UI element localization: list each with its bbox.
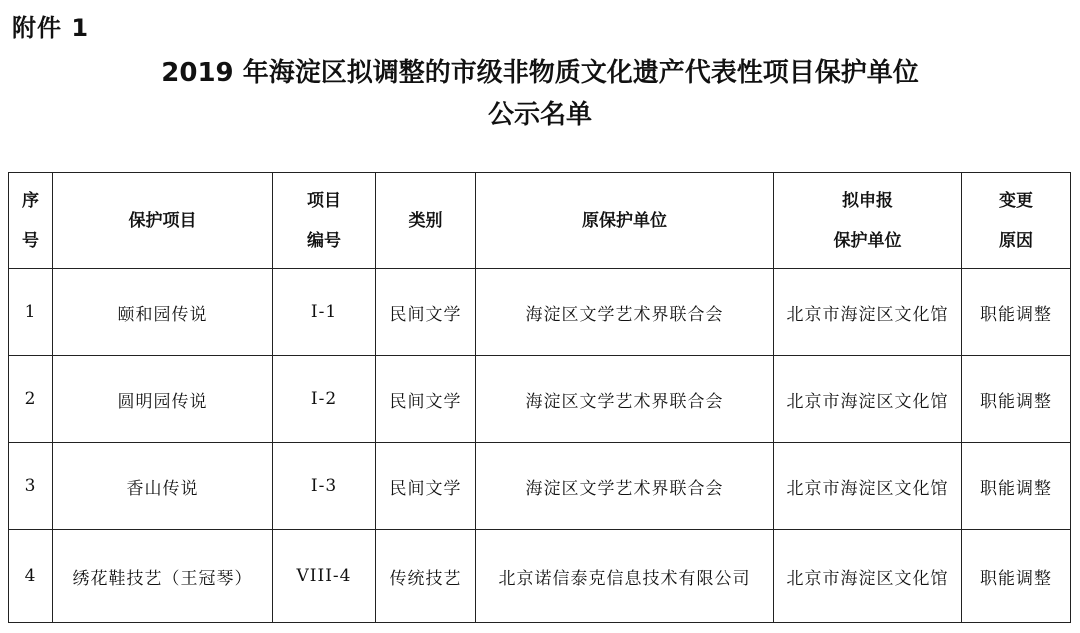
header-proposed-unit-line1: 拟申报: [842, 190, 893, 211]
cell-proposed-unit: 北京市海淀区文化馆: [774, 356, 962, 443]
table-row: [9, 530, 1071, 623]
table-row: [9, 269, 1071, 356]
cell-index: 4: [9, 530, 53, 623]
table-row: [9, 356, 1071, 443]
cell-code: Ⅰ-3: [273, 443, 376, 530]
cell-project: 香山传说: [53, 443, 273, 530]
cell-proposed-unit: 北京市海淀区文化馆: [774, 269, 962, 356]
header-proposed-unit: [774, 173, 962, 269]
cell-reason: 职能调整: [962, 443, 1071, 530]
document-subtitle: 公示名单: [487, 100, 592, 130]
header-index-line1: 序: [22, 190, 39, 211]
cell-index: 2: [9, 356, 53, 443]
header-code: [273, 173, 376, 269]
header-code-line2: 编号: [307, 230, 341, 251]
cell-index: 1: [9, 269, 53, 356]
cell-category: 传统技艺: [376, 530, 476, 623]
header-original-unit: 原保护单位: [476, 173, 774, 269]
table-header-row: [9, 173, 1071, 269]
cell-project: 圆明园传说: [53, 356, 273, 443]
cell-code: Ⅰ-1: [273, 269, 376, 356]
header-project: 保护项目: [53, 173, 273, 269]
cell-proposed-unit: 北京市海淀区文化馆: [774, 530, 962, 623]
attachment-label: 附件 1: [12, 14, 90, 42]
cell-original-unit: 海淀区文学艺术界联合会: [476, 443, 774, 530]
cell-code: VIII-4: [273, 530, 376, 623]
cell-original-unit: 北京诺信泰克信息技术有限公司: [476, 530, 774, 623]
header-index-line2: 号: [22, 230, 39, 251]
cell-reason: 职能调整: [962, 269, 1071, 356]
cell-category: 民间文学: [376, 356, 476, 443]
header-reason-line2: 原因: [999, 230, 1033, 251]
header-index: [9, 173, 53, 269]
header-reason-line1: 变更: [999, 190, 1033, 211]
protection-unit-table: [8, 172, 1071, 623]
header-reason: [962, 173, 1071, 269]
cell-code: Ⅰ-2: [273, 356, 376, 443]
cell-proposed-unit: 北京市海淀区文化馆: [774, 443, 962, 530]
header-category: 类别: [376, 173, 476, 269]
cell-category: 民间文学: [376, 269, 476, 356]
cell-reason: 职能调整: [962, 356, 1071, 443]
header-code-line1: 项目: [307, 190, 341, 211]
cell-reason: 职能调整: [962, 530, 1071, 623]
cell-project: 绣花鞋技艺（王冠琴）: [53, 530, 273, 623]
header-proposed-unit-line2: 保护单位: [833, 230, 902, 251]
table-row: [9, 443, 1071, 530]
cell-index: 3: [9, 443, 53, 530]
document-title: 2019 年海淀区拟调整的市级非物质文化遗产代表性项目保护单位: [161, 58, 919, 88]
cell-project: 颐和园传说: [53, 269, 273, 356]
cell-category: 民间文学: [376, 443, 476, 530]
cell-original-unit: 海淀区文学艺术界联合会: [476, 269, 774, 356]
cell-original-unit: 海淀区文学艺术界联合会: [476, 356, 774, 443]
